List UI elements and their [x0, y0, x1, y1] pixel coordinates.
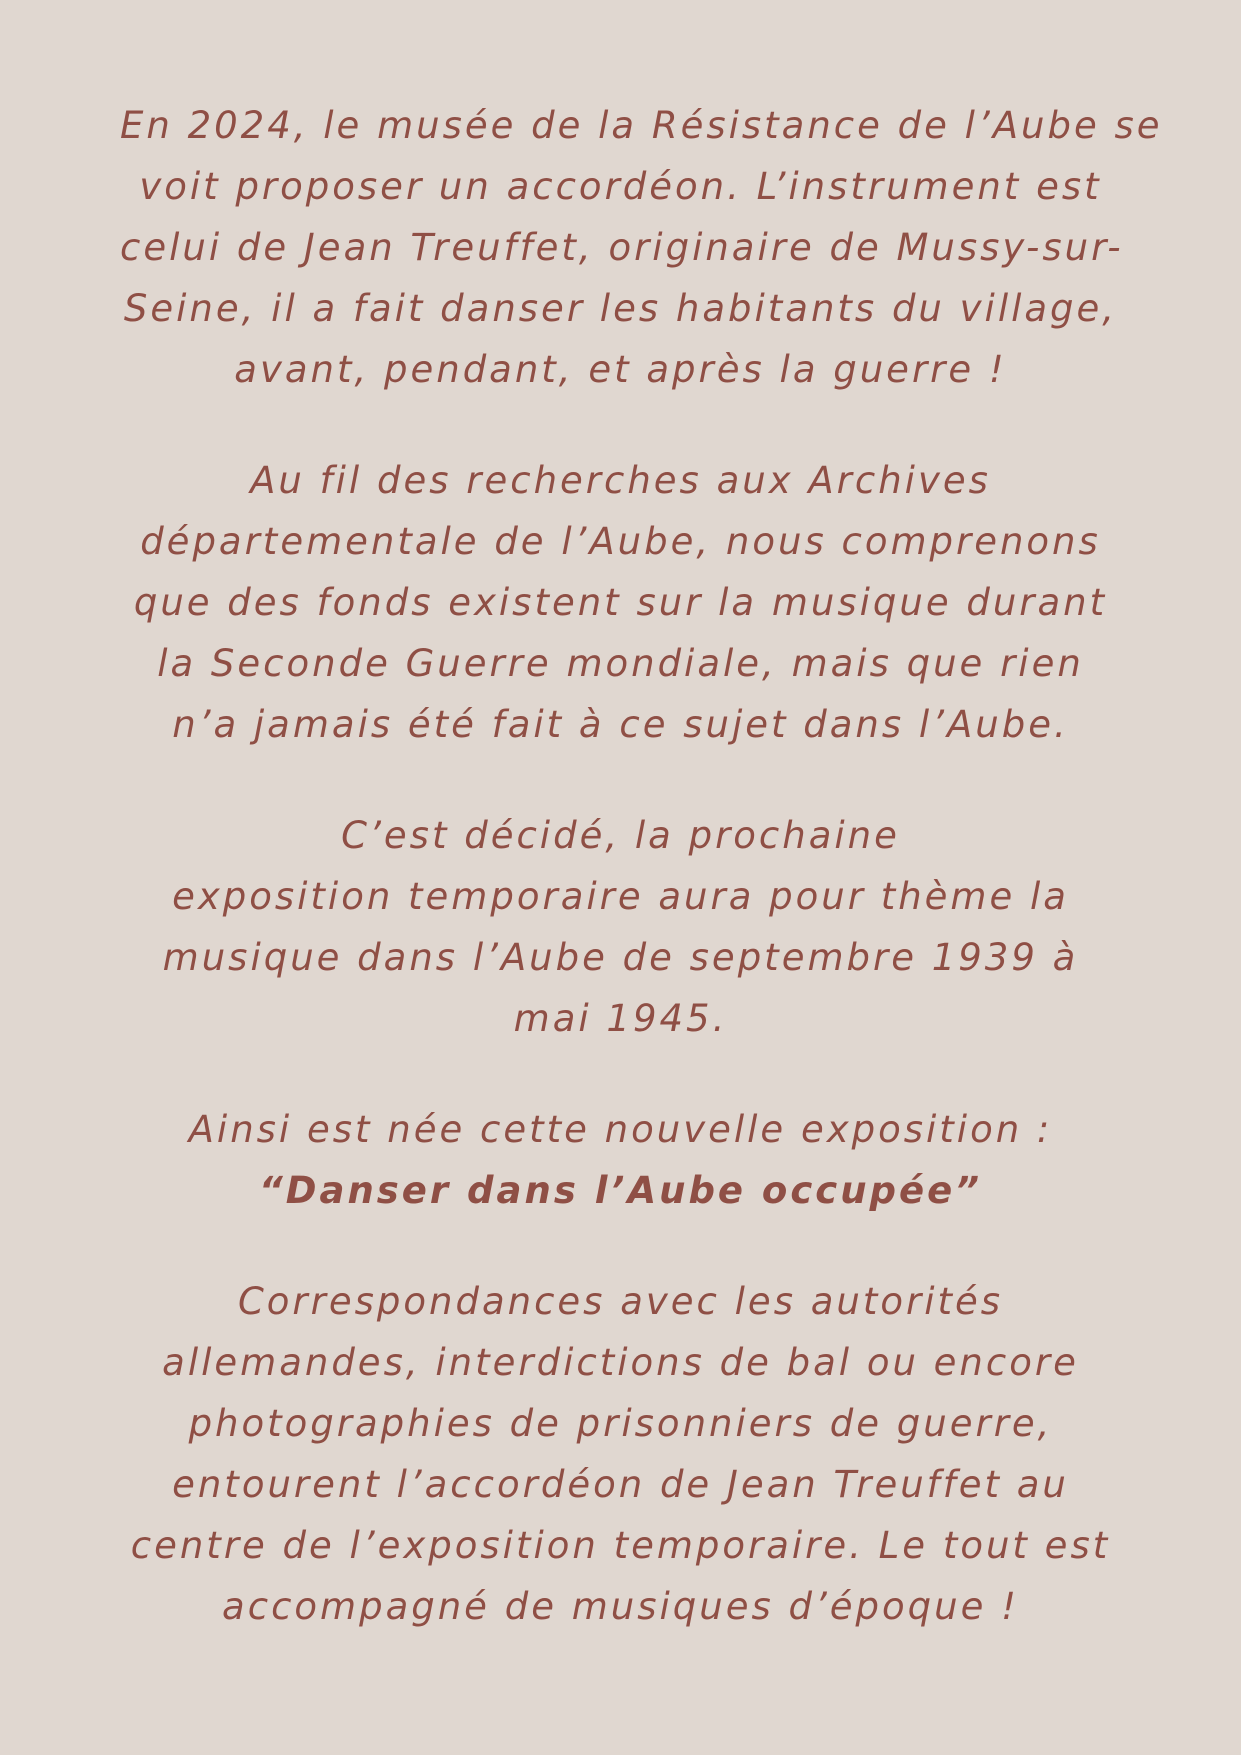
text-line: n’a jamais été fait à ce sujet dans l’Aube.: [172, 703, 1069, 746]
text-line: Au fil des recherches aux Archives: [250, 459, 991, 502]
paragraph-intro: [120, 95, 1163, 400]
paragraph-contents: [120, 1271, 1121, 1637]
text-line: Seine, il a fait danser les habitants du village,: [123, 287, 1118, 330]
text-line: Correspondances avec les autorités: [237, 1280, 1004, 1323]
paragraph-exhibition-title: [120, 1099, 1121, 1221]
text-line: centre de l’exposition temporaire. Le tout est: [130, 1524, 1111, 1567]
text-line: avant, pendant, et après la guerre !: [234, 348, 1007, 391]
text-line: Ainsi est née cette nouvelle exposition :: [188, 1108, 1053, 1151]
text-line: musique dans l’Aube de septembre 1939 à: [162, 936, 1079, 979]
text-line: photographies de prisonniers de guerre,: [188, 1402, 1053, 1445]
text-line: exposition temporaire aura pour thème la: [172, 875, 1069, 918]
text-line: accompagné de musiques d’époque !: [222, 1585, 1019, 1628]
text-line: C’est décidé, la prochaine: [341, 814, 900, 857]
text-line: que des fonds existent sur la musique durant: [133, 581, 1108, 624]
paragraph-research: [120, 450, 1121, 755]
text-line: voit proposer un accordéon. L’instrument est: [139, 165, 1102, 208]
paragraph-decision: [120, 805, 1121, 1049]
text-line: allemandes, interdictions de bal ou encore: [162, 1341, 1079, 1384]
text-line: départementale de l’Aube, nous comprenons: [140, 520, 1101, 563]
text-line: entourent l’accordéon de Jean Treuffet au: [172, 1463, 1069, 1506]
text-line: la Seconde Guerre mondiale, mais que rien: [157, 642, 1084, 685]
exhibition-title: “Danser dans l’Aube occupée”: [258, 1169, 983, 1212]
text-line: En 2024, le musée de la Résistance de l’Aube se: [120, 104, 1163, 147]
text-line: celui de Jean Treuffet, originaire de Mussy-sur-: [120, 226, 1124, 269]
text-line: mai 1945.: [513, 997, 728, 1040]
